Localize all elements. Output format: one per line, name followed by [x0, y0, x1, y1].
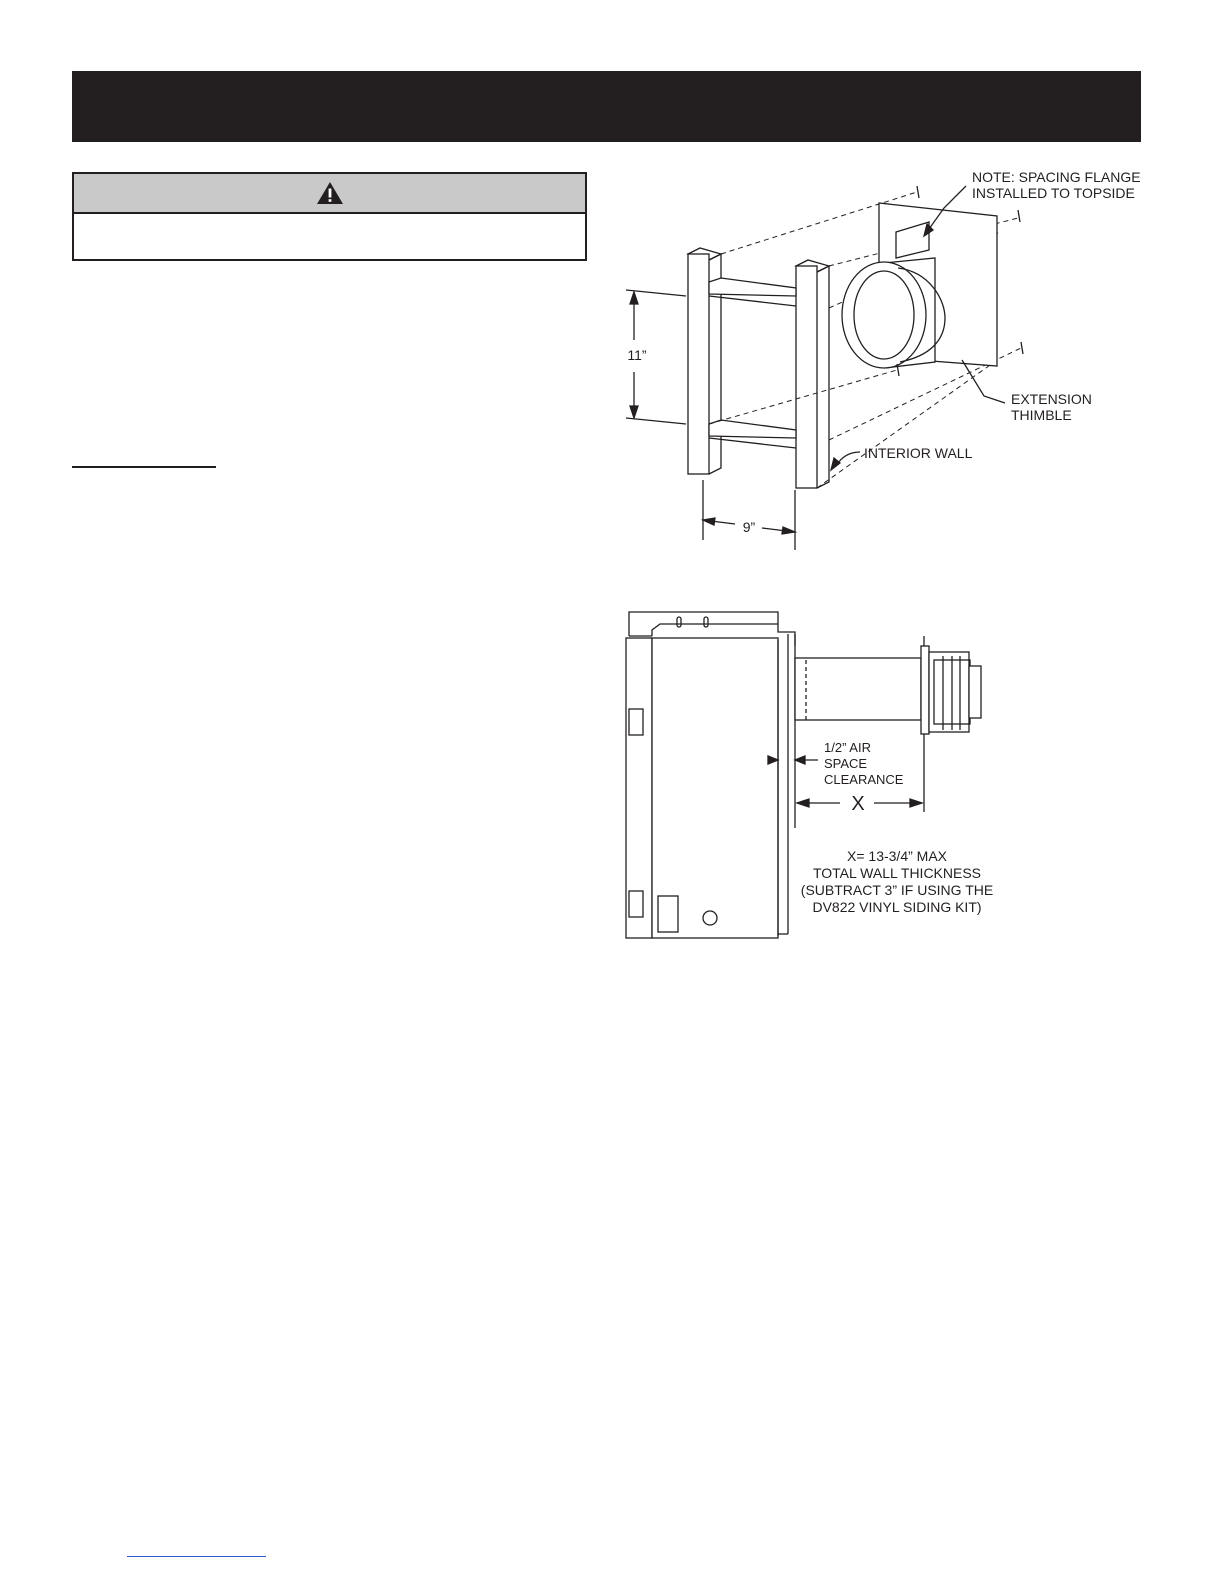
interior-wall-label: INTERIOR WALL — [864, 445, 973, 461]
wall-thickness-note-line4: DV822 VINYL SIDING KIT) — [812, 899, 982, 915]
air-space-label-line1: 1/2” AIR — [824, 740, 871, 755]
dim-height-label: 11” — [627, 347, 647, 363]
extension-thimble-label-line1: EXTENSION — [1011, 391, 1092, 407]
extension-thimble-label-line2: THIMBLE — [1011, 407, 1072, 423]
dim-width-label: 9” — [742, 519, 756, 535]
wall-thickness-note-line1: X= 13-3/4” MAX — [847, 848, 947, 864]
x-dimension-label: X — [851, 793, 865, 815]
wall-thickness-note-line2: TOTAL WALL THICKNESS — [812, 865, 982, 881]
spacing-flange-note-line1: NOTE: SPACING FLANGE — [972, 169, 1141, 185]
wall-thickness-note-line3: (SUBTRACT 3” IF USING THE — [800, 882, 994, 898]
air-space-label-line3: CLEARANCE — [824, 772, 904, 787]
air-space-label-line2: SPACE — [824, 756, 868, 771]
spacing-flange-note-line2: INSTALLED TO TOPSIDE — [972, 185, 1135, 201]
footer-link-underline[interactable] — [127, 1556, 266, 1557]
